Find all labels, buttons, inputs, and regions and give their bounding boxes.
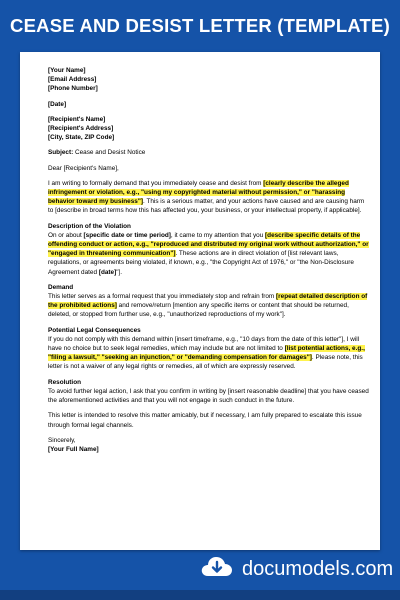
text-run: . Please note, this letter is not a waiver of any legal rights or remedies, all of which are expressly reserved. bbox=[48, 354, 363, 371]
closing-paragraph: This letter is intended to resolve this matter amicably, but if necessary, I am fully prepared to escalate this issue through formal legal channels. bbox=[48, 412, 362, 429]
bold-placeholder: [date] bbox=[98, 268, 117, 276]
resolution-heading: Resolution bbox=[48, 378, 82, 386]
bold-placeholder: [specific date or time period] bbox=[83, 231, 171, 239]
text-run: This letter serves as a formal request that you immediately stop and refrain from bbox=[48, 293, 277, 301]
letter-date: [Date] bbox=[48, 100, 67, 108]
sender-name: [Your Name] bbox=[48, 67, 86, 74]
resolution-paragraph: To avoid further legal action, I ask that you confirm in writing by [insert reasonable deadline] that you have ceased the aforementioned activities and that you will not engage in such conduct in the future. bbox=[48, 387, 369, 405]
subject-line bbox=[48, 148, 370, 157]
recipient-name: [Recipient's Name] bbox=[48, 115, 106, 123]
consequences-heading: Potential Legal Consequences bbox=[48, 326, 141, 334]
sender-phone: [Phone Number] bbox=[48, 85, 98, 93]
text-run: If you do not comply with this demand within [insert timeframe, e.g., "10 days from the date of this letter"], I will have no choice but to seek legal remedies, which may include but are not limited to bbox=[48, 335, 360, 353]
text-run: On or about bbox=[48, 231, 84, 239]
subject-text: Cease and Desist Notice bbox=[73, 149, 146, 157]
highlighted-placeholder: [describe specific details of the offending conduct or action, e.g., "reproduced and distributed my original work without authorization," or "engaged in threatening communication"] bbox=[48, 231, 369, 258]
text-run: . This is a serious matter, and your actions have caused and are causing harm to [describe in broad terms how this has affected you, your business, or your intellectual property, if applicable]. bbox=[48, 198, 365, 215]
text-run: "]. bbox=[116, 268, 123, 276]
brand-name[interactable]: documodels.com bbox=[242, 558, 394, 580]
highlighted-placeholder: [repeat detailed description of the prohibited actions] bbox=[48, 293, 368, 310]
text-run: I am writing to formally demand that you immediately cease and desist from bbox=[48, 179, 264, 187]
bottom-stripe bbox=[0, 590, 400, 600]
sender-email: [Email Address] bbox=[48, 76, 97, 84]
highlighted-placeholder: [list potential actions, e.g., "filing a lawsuit," "seeking an injunction," or "demanding compensation for damages"] bbox=[48, 345, 365, 362]
text-run: . These actions are in direct violation of [list relevant laws, regulations, or agreements being violated, if known, e.g., "the Copyright Act of 1976," or "the Non-Disclosure Agreement dated bbox=[48, 250, 354, 276]
consequences-paragraph bbox=[48, 335, 370, 372]
text-run: , it came to my attention that you bbox=[170, 231, 266, 239]
violation-heading: Description of the Violation bbox=[48, 222, 131, 230]
letter-body bbox=[48, 66, 370, 454]
subject-label: Subject: bbox=[48, 149, 74, 157]
text-run: and remove/return [mention any specific items or content that should be returned, deleted, or stopped from further use, e.g., "unauthorized reproductions of my work"]. bbox=[48, 302, 349, 319]
recipient-city: [City, State, ZIP Code] bbox=[48, 134, 115, 142]
footer-bar bbox=[0, 550, 400, 600]
demand-paragraph bbox=[48, 292, 370, 320]
signoff: Sincerely, bbox=[48, 436, 76, 444]
letter-page bbox=[20, 52, 380, 550]
page-title: CEASE AND DESIST LETTER (TEMPLATE) bbox=[10, 15, 390, 36]
recipient-address: [Recipient's Address] bbox=[48, 125, 114, 133]
cloud-download-icon bbox=[200, 554, 234, 580]
signature-name: [Your Full Name] bbox=[48, 445, 99, 453]
highlighted-placeholder: [clearly describe the alleged infringement or violation, e.g., "using my copyrighted material without permission," or "harassing behavior toward my business"] bbox=[48, 179, 349, 206]
intro-paragraph bbox=[48, 179, 370, 216]
salutation: Dear [Recipient's Name], bbox=[48, 164, 119, 172]
demand-heading: Demand bbox=[48, 283, 74, 291]
violation-paragraph bbox=[48, 231, 370, 277]
